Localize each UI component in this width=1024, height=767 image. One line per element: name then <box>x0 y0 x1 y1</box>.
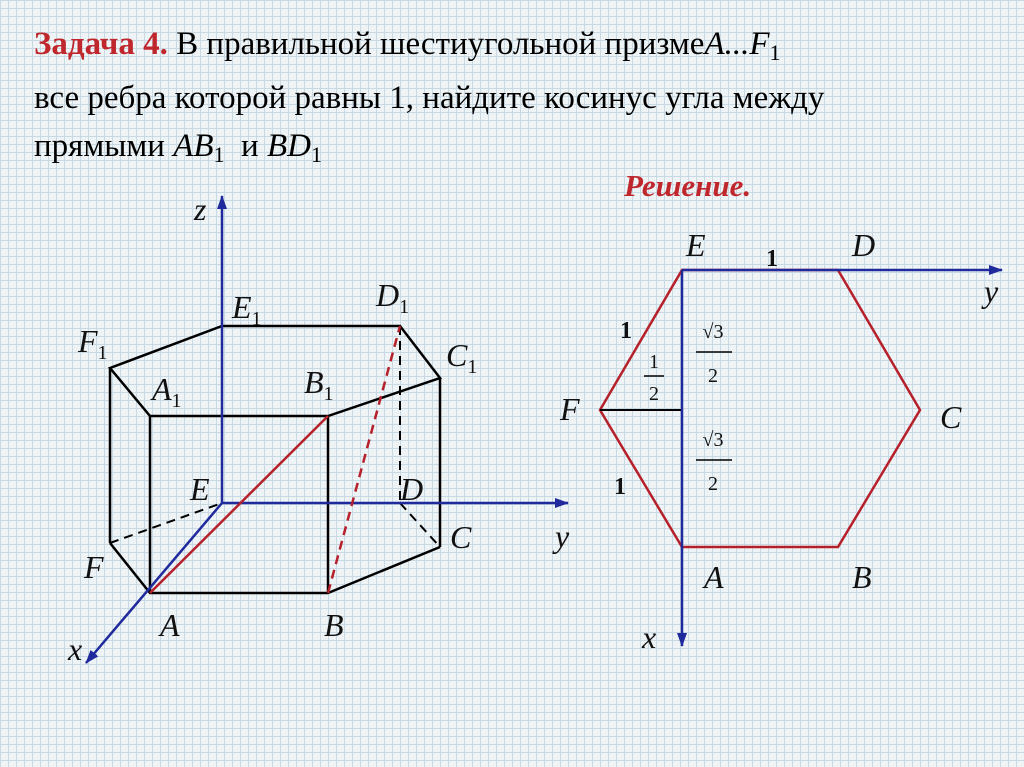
hexagon-figure <box>559 227 1002 655</box>
vertex-B1: $B_1$ <box>304 364 334 405</box>
task-text-1: В правильной шестиугольной призме <box>167 26 705 62</box>
task-title: Задача 4. <box>34 26 168 62</box>
hex-vertex-E: E <box>686 227 706 263</box>
header-line-2: все ребра которой равны 1, найдите косинус угла между <box>34 80 825 116</box>
edge-label-top: 1 <box>766 246 778 272</box>
vertex-C: C <box>450 519 472 555</box>
line-bd-sub: 1 <box>310 142 322 167</box>
line-bd: BD <box>266 128 311 164</box>
line-AB1 <box>150 416 328 593</box>
fraction-half <box>644 351 664 405</box>
vertex-A: A <box>160 607 180 643</box>
prism-name-sub: 1 <box>769 40 781 65</box>
sqrt3-denominator-2: 2 <box>708 473 718 495</box>
vertex-A1: $A_1$ <box>152 371 182 412</box>
conjunction: и <box>241 128 259 164</box>
vertex-F1: $F_1$ <box>78 323 108 364</box>
hex-vertex-A: A <box>704 559 724 595</box>
axis-y-label: y <box>555 518 570 554</box>
sqrt3-numerator-1: √3 <box>702 321 724 343</box>
line-ab: AB <box>173 128 214 164</box>
hex-vertex-C: C <box>940 399 962 435</box>
vertex-F: F <box>84 549 104 585</box>
vertex-C1: $C_1$ <box>446 337 478 378</box>
line-ab-sub: 1 <box>213 142 225 167</box>
axis-z-label: z <box>194 191 207 227</box>
prism-name: A...F <box>704 26 770 62</box>
vertex-D: D <box>400 471 424 507</box>
solution-label: Решение. <box>624 168 752 203</box>
hexagon-base <box>600 270 920 547</box>
edge-hidden-DC <box>400 503 440 547</box>
axis-x-label: x <box>68 631 83 667</box>
vertex-B: B <box>324 607 344 643</box>
bottom-visible-edges <box>110 543 440 593</box>
task-text-3: прямыми <box>34 128 174 164</box>
hex-vertex-F: F <box>560 391 580 427</box>
vertex-E: E <box>190 471 210 507</box>
edge-label-lower-left: 1 <box>614 474 626 500</box>
edge-label-upper-left: 1 <box>620 318 632 344</box>
hex-axis-x-label: x <box>642 619 657 655</box>
hex-axis-y-label: y <box>984 273 999 309</box>
fraction-sqrt3-lower <box>696 429 732 495</box>
sqrt3-numerator-2: √3 <box>702 429 724 451</box>
half-denominator: 2 <box>649 383 659 405</box>
vertex-D1: $D_1$ <box>376 277 410 318</box>
vertex-E1: $E_1$ <box>232 289 262 330</box>
half-numerator: 1 <box>649 351 659 373</box>
hex-vertex-D: D <box>852 227 876 263</box>
line-BD1 <box>328 326 400 593</box>
prism-figure <box>67 191 570 667</box>
fraction-sqrt3-upper <box>696 321 732 387</box>
hex-vertex-B: B <box>852 559 872 595</box>
sqrt3-denominator-1: 2 <box>708 365 718 387</box>
